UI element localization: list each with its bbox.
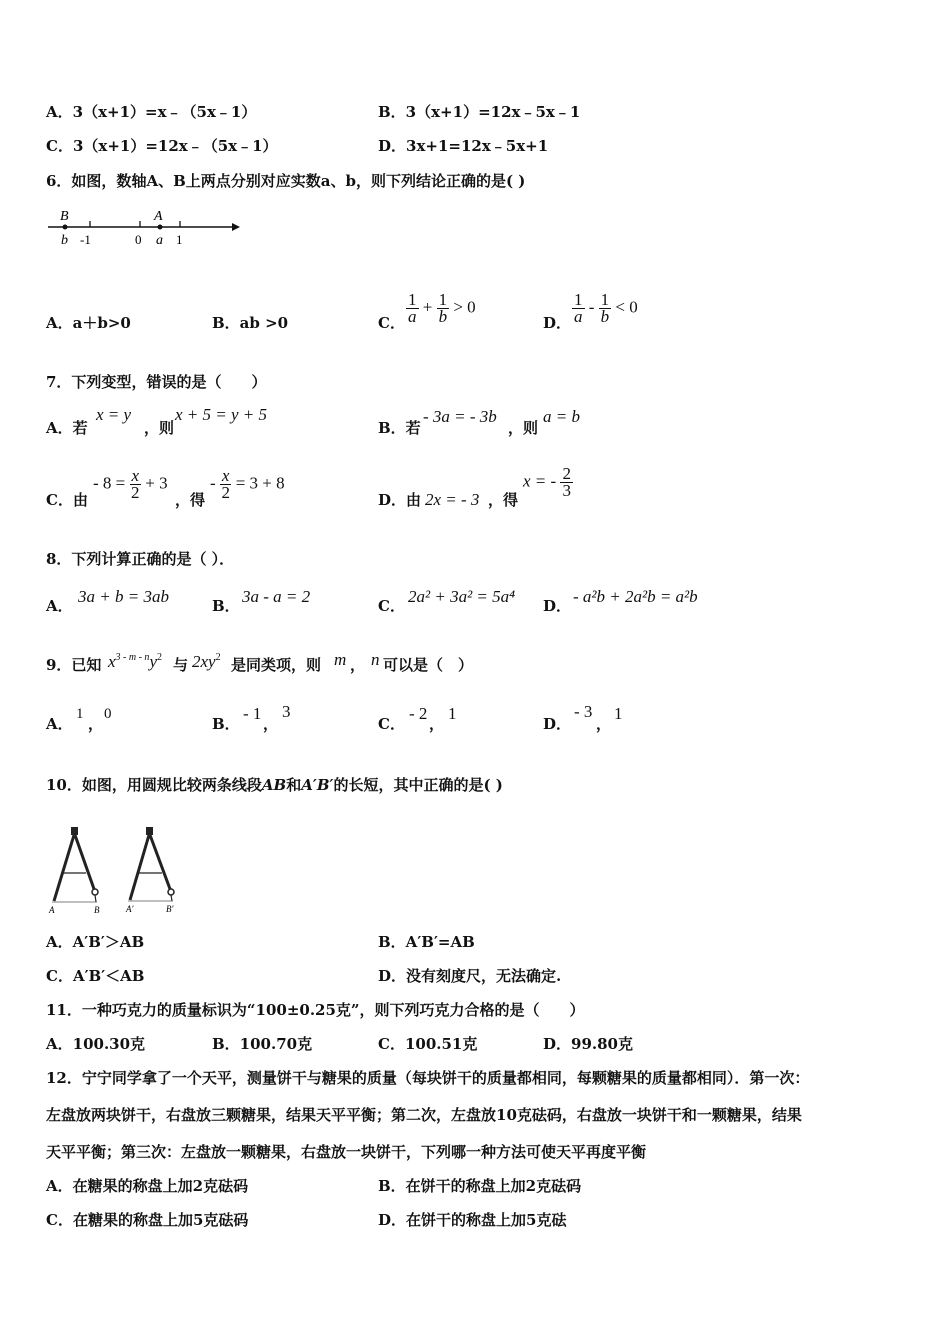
q11-stem: 11．一种巧克力的质量标识为“100±0.25克”，则下列巧克力合格的是（ ） [46, 1001, 585, 1019]
q8-option-c-expr: 2a² + 3a² = 5a⁴ [408, 587, 516, 606]
q11-option-b: B．100.70克 [212, 1035, 313, 1053]
q7-option-a-m2: x + 5 = y + 5 [175, 405, 268, 424]
q8-stem: 8．下列计算正确的是（ ）． [46, 550, 235, 568]
q9-option-b-label: B． [212, 715, 240, 733]
q8-option-a-label: A． [46, 597, 73, 615]
q8-option-b-label: B． [212, 597, 240, 615]
q9-option-a-label: A． [46, 715, 73, 733]
nl-tick-0: 0 [135, 232, 142, 247]
q6-option-b: B．ab >0 [212, 314, 289, 332]
q10-stem: 10．如图，用圆规比较两条线段AB和A′B′的长短，其中正确的是( ) [46, 776, 503, 794]
q8-option-b-expr: 3a - a = 2 [242, 587, 311, 606]
q6-number-line [44, 204, 244, 252]
q10-option-c: C．A′B′＜AB [46, 967, 145, 985]
q9-post: 可以是（ ） [383, 656, 474, 674]
svg-text:B: B [94, 905, 100, 915]
q9-option-d-label: D． [543, 715, 572, 733]
q12-stem-line-1: 12．宁宁同学拿了一个天平，测量饼干与糖果的质量（每块饼干的质量都相同，每颗糖果的质量都相同）．第一次： [46, 1069, 810, 1087]
q7-stem: 7．下列变型，错误的是（ ） [46, 373, 267, 391]
q9-pre: 9．已知 [46, 656, 102, 674]
q12-option-b: B．在饼干的称盘上加2克砝码 [378, 1177, 582, 1195]
q8-option-a-expr: 3a + b = 3ab [78, 587, 169, 606]
q9-option-a-v2: 0 [104, 706, 112, 722]
q12-option-c: C．在糖果的称盘上加5克砝码 [46, 1211, 249, 1229]
q5-option-c: C．3（x+1）=12x﹣（5x﹣1） [46, 137, 278, 155]
q10-option-d: D．没有刻度尺，无法确定. [378, 967, 562, 985]
q6-option-c-label: C． [378, 314, 405, 332]
q9-option-a-v1: 1 [76, 706, 84, 722]
q6-option-d-label: D． [543, 314, 572, 332]
q9-option-d-v2: 1 [614, 704, 623, 723]
q9-monomial-2: $2xy^2$ [192, 652, 221, 671]
q7-option-d-mid: ，得 [488, 491, 519, 509]
q7-option-d-m1: 2x = - 3 [425, 490, 480, 509]
q8-option-d-expr: - a²b + 2a²b = a²b [573, 587, 698, 606]
q10-option-b: B．A′B′=AB [378, 933, 475, 951]
q9-option-c-sep: ， [429, 715, 445, 733]
q8-option-d-label: D． [543, 597, 572, 615]
q9-mid: 与 [173, 656, 189, 674]
q12-stem-line-3: 天平平衡；第三次：左盘放一颗糖果，右盘放一块饼干，下列哪一种方法可使天平再度平衡 [46, 1143, 647, 1161]
nl-tick-1: 1 [176, 232, 183, 247]
q11-option-d: D．99.80克 [543, 1035, 633, 1053]
q6-option-c-expr: $\frac{1}{a}$ + $\frac{1}{b}$ > 0 [408, 290, 476, 326]
q7-option-a-m1: x = y [96, 405, 132, 424]
nl-label-a: a [156, 233, 163, 248]
q9-var-n: n [371, 650, 380, 669]
nl-label-b: b [61, 233, 68, 248]
nl-label-A: A [154, 209, 163, 224]
q11-option-c: C．100.51克 [378, 1035, 478, 1053]
q8-option-c-label: C． [378, 597, 405, 615]
q7-option-c-m1: - 8 = $\frac{x}{2}$ + 3 [93, 466, 168, 502]
q9-option-b-v2: 3 [282, 702, 291, 721]
q9-option-d-sep: ， [596, 715, 612, 733]
q12-option-a: A．在糖果的称盘上加2克砝码 [46, 1177, 249, 1195]
q7-option-c-mid: ，得 [175, 491, 206, 509]
compass-icon [128, 827, 174, 901]
q7-option-a-mid: ，则 [144, 419, 175, 437]
svg-text:A: A [49, 905, 55, 915]
q10-option-a: A．A′B′＞AB [46, 933, 145, 951]
q6-option-d-expr: $\frac{1}{a}$ - $\frac{1}{b}$ < 0 [574, 290, 638, 326]
q7-option-b-m2: a = b [543, 407, 580, 426]
q9-option-b-sep: ， [263, 715, 279, 733]
q9-var-m: m [334, 650, 347, 669]
q9-option-d-v1: - 3 [574, 702, 593, 721]
q7-option-c-pre: C．由 [46, 491, 88, 509]
q7-option-a-pre: A．若 [46, 419, 88, 437]
compass-icon [52, 827, 98, 902]
q9-monomial-1: $x^{3 - m - n}y^2$ [108, 652, 162, 671]
q9-mid2: 是同类项，则 [231, 656, 322, 674]
q9-option-a-sep: ， [88, 715, 104, 733]
q7-option-d-m2: x = - $\frac{2}{3}$ [523, 464, 571, 500]
q5-option-a: A．3（x+1）=x﹣（5x﹣1） [46, 103, 257, 121]
q12-option-d: D．在饼干的称盘上加5克砝 [378, 1211, 567, 1229]
q9-option-c-v2: 1 [448, 704, 457, 723]
q12-stem-line-2: 左盘放两块饼干，右盘放三颗糖果，结果天平平衡；第二次，左盘放10克砝码，右盘放一块饼干和一颗糖果，结果 [46, 1106, 802, 1124]
q7-option-b-pre: B．若 [378, 419, 421, 437]
nl-label-B: B [60, 209, 69, 224]
q9-option-c-label: C． [378, 715, 405, 733]
q9-comma: ， [350, 656, 366, 674]
q9-option-b-v1: - 1 [243, 704, 262, 723]
q7-option-b-m1: - 3a = - 3b [423, 407, 497, 426]
q6-stem: 6．如图，数轴A、B上两点分别对应实数a、b，则下列结论正确的是( ) [46, 172, 526, 190]
q11-option-a: A．100.30克 [46, 1035, 146, 1053]
q5-option-d: D．3x+1=12x﹣5x+1 [378, 137, 549, 155]
q10-compass-figure [44, 823, 194, 918]
q7-option-c-m2: - $\frac{x}{2}$ = 3 + 8 [210, 466, 285, 502]
svg-text:B′: B′ [166, 904, 174, 914]
q9-option-c-v1: - 2 [409, 704, 428, 723]
q5-option-b: B．3（x+1）=12x﹣5x﹣1 [378, 103, 581, 121]
nl-tick-neg1: -1 [80, 232, 91, 247]
svg-text:A′: A′ [126, 904, 134, 914]
q7-option-d-pre: D．由 [378, 491, 422, 509]
q7-option-b-mid: ，则 [508, 419, 539, 437]
q6-option-a: A．a＋b>0 [46, 314, 131, 332]
